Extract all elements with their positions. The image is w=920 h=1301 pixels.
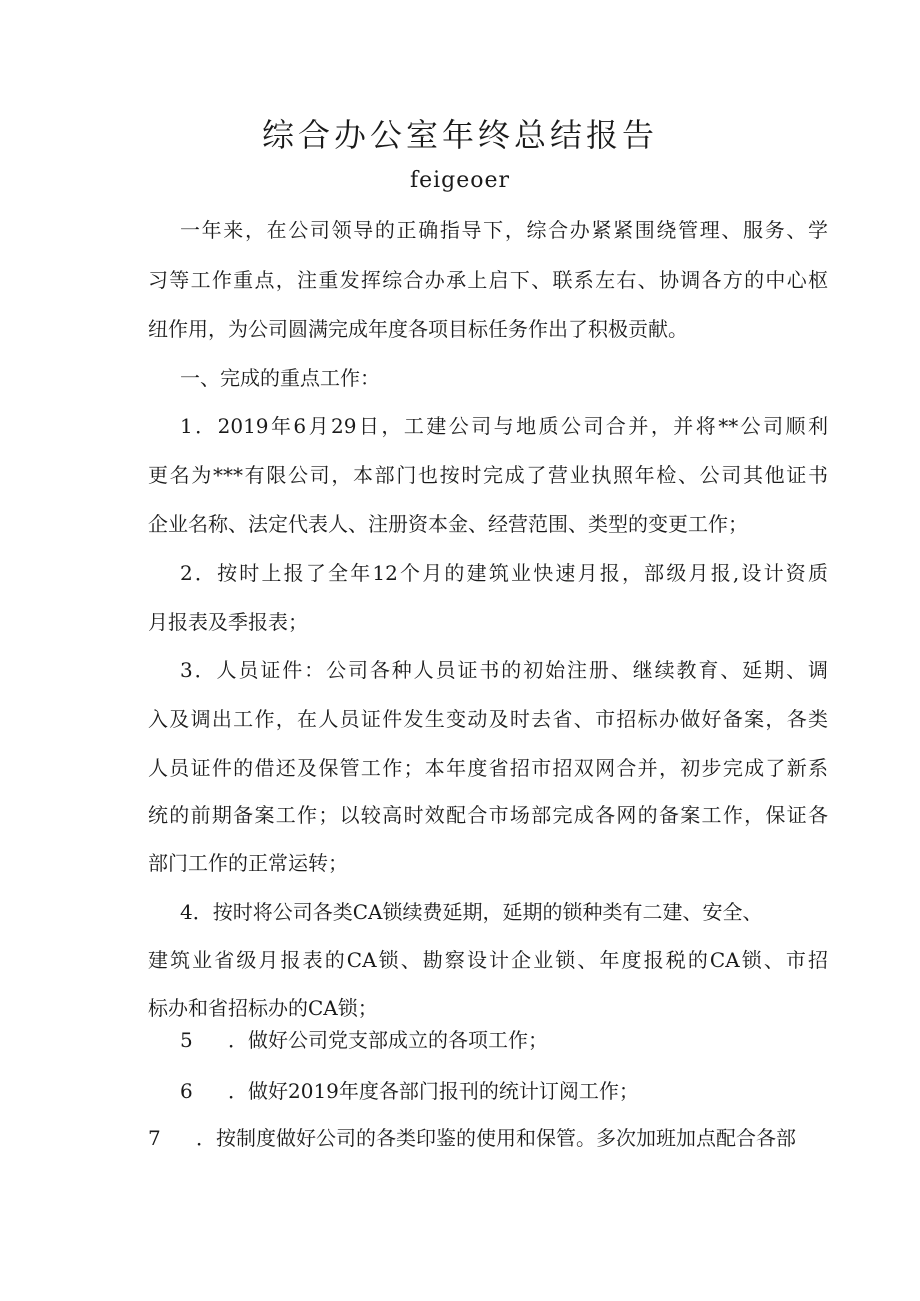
item1-line-2: 更名为***有限公司，本部门也按时完成了营业执照年检、公司其他证书 — [148, 463, 828, 487]
item5-number: 5 — [180, 1028, 193, 1052]
item3-line-2: 入及调出工作，在人员证件发生变动及时去省、市招标办做好备案，各类 — [148, 707, 828, 731]
item4-line-2: 建筑业省级月报表的CA锁、勘察设计企业锁、年度报税的CA锁、市招 — [148, 948, 828, 972]
item5-text: ．做好公司党支部成立的各项工作； — [228, 1028, 548, 1052]
item3-line-1: 3．人员证件：公司各种人员证书的初始注册、继续教育、延期、调 — [180, 658, 828, 682]
item2-line-2: 月报表及季报表； — [148, 610, 308, 634]
item6-number: 6 — [180, 1079, 193, 1103]
document-author: feigeoer — [409, 168, 511, 193]
item3-line-3: 人员证件的借还及保管工作；本年度省招市招双网合并，初步完成了新系 — [148, 756, 828, 780]
item4-line-3: 标办和省招标办的CA锁； — [148, 996, 378, 1020]
item6-text: ．做好2019年度各部门报刊的统计订阅工作； — [228, 1079, 639, 1103]
item3-line-5: 部门工作的正常运转； — [148, 851, 348, 875]
item7-text: ．按制度做好公司的各类印鉴的使用和保管。多次加班加点配合各部 — [196, 1126, 796, 1150]
section-heading: 一、完成的重点工作： — [180, 366, 380, 390]
intro-line-2: 习等工作重点，注重发挥综合办承上启下、联系左右、协调各方的中心枢 — [148, 268, 828, 292]
document-title: 综合办公室年终总结报告 — [261, 116, 658, 154]
intro-line-1: 一年来，在公司领导的正确指导下，综合办紧紧围绕管理、服务、学 — [180, 218, 828, 242]
item1-line-1: 1．2019年6月29日，工建公司与地质公司合并，并将**公司顺利 — [180, 414, 828, 438]
item2-line-1: 2．按时上报了全年12个月的建筑业快速月报，部级月报,设计资质 — [180, 561, 828, 585]
intro-line-3: 纽作用，为公司圆满完成年度各项目标任务作出了积极贡献。 — [148, 317, 688, 341]
item4-line-1: 4．按时将公司各类CA锁续费延期，延期的锁种类有二建、安全、 — [180, 900, 763, 924]
item3-line-4: 统的前期备案工作；以较高时效配合市场部完成各网的备案工作，保证各 — [148, 803, 828, 827]
item7-number: 7 — [148, 1126, 161, 1150]
item1-line-3: 企业名称、法定代表人、注册资本金、经营范围、类型的变更工作； — [148, 512, 748, 536]
